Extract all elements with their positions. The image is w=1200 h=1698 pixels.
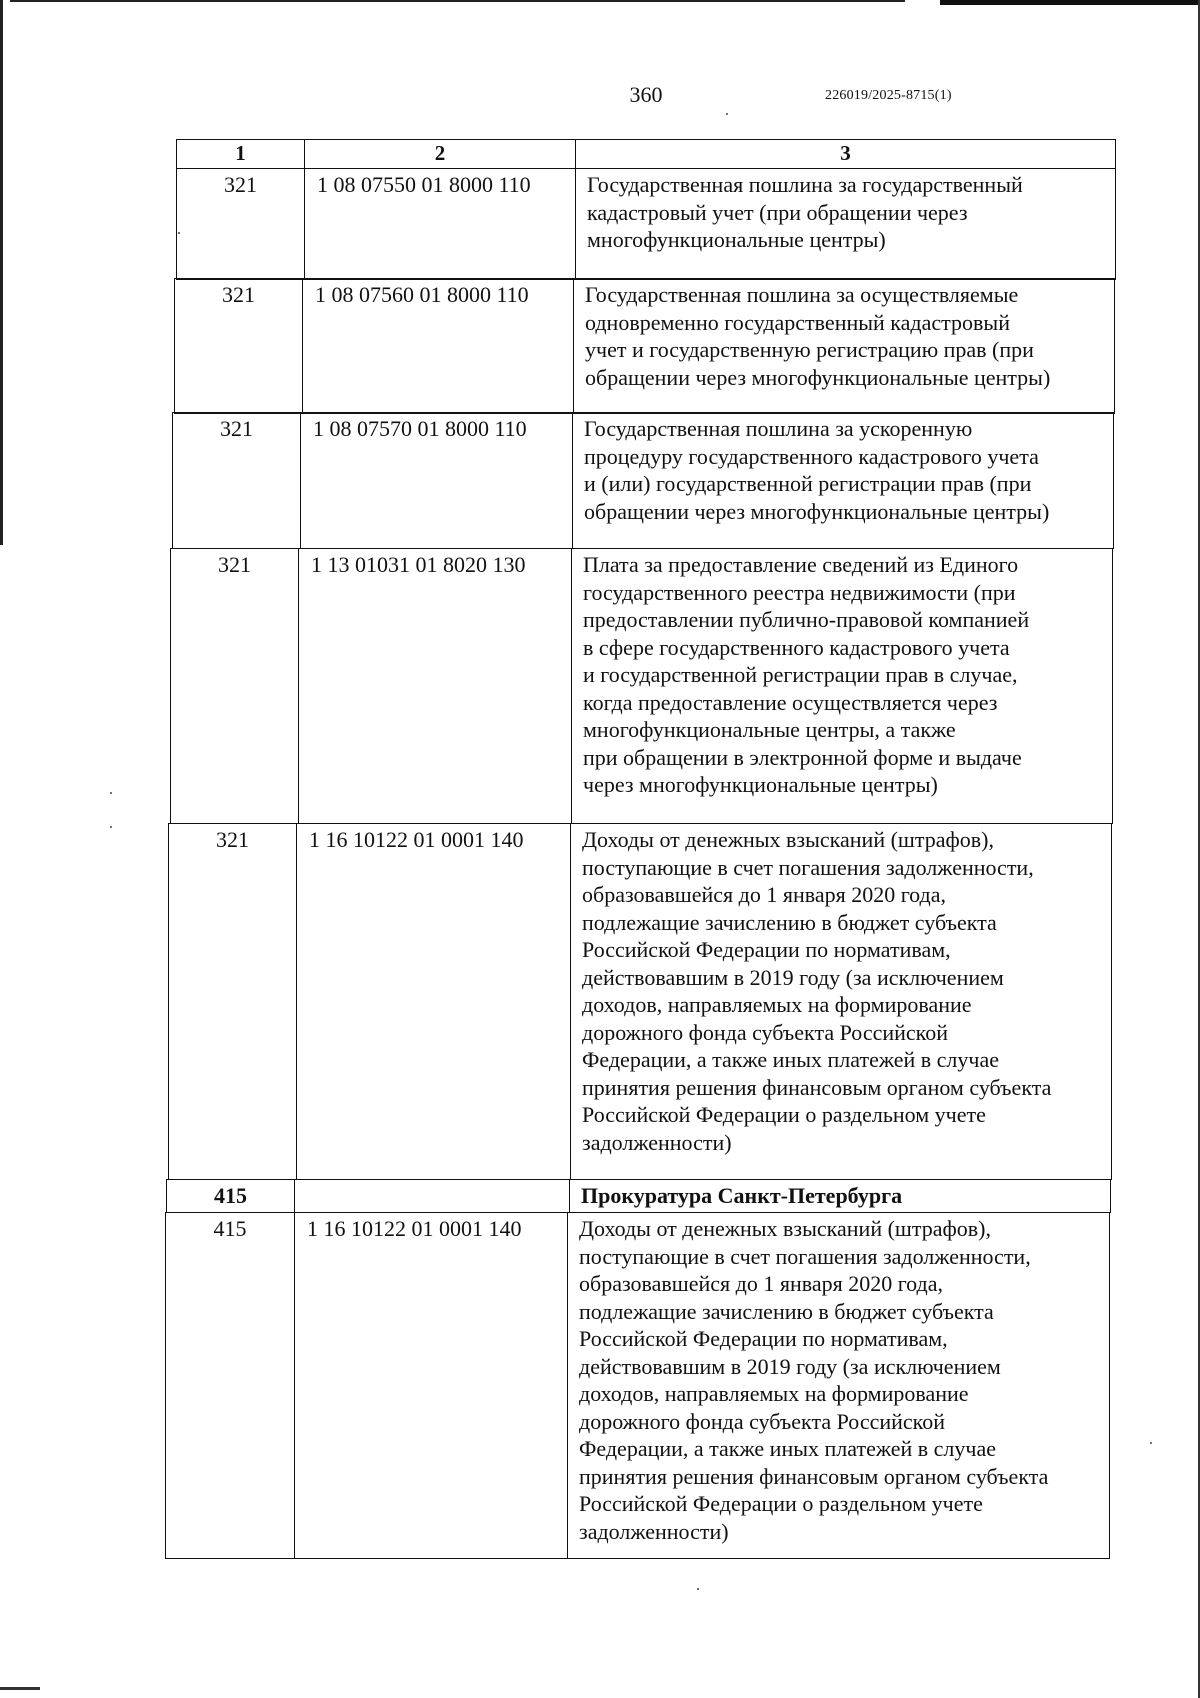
description-line: задолженности) — [579, 1518, 729, 1544]
row-code-2 — [294, 1180, 569, 1212]
row-description — [567, 1213, 1109, 1558]
table-row — [176, 168, 1116, 280]
row-code-2: 1 08 07560 01 8000 110 — [302, 279, 573, 413]
description-line: Доходы от денежных взысканий (штрафов), — [582, 827, 994, 852]
description-line: Российской Федерации о раздельном учете — [582, 1102, 986, 1127]
table-row — [165, 1212, 1110, 1559]
row-description — [572, 413, 1113, 548]
description-line: Федерации, а также иных платежей в случае — [582, 1047, 1000, 1072]
description-line: процедуру государственного кадастрового учета — [584, 443, 1039, 469]
description-line: действовавшим в 2019 году (за исключением — [579, 1353, 1001, 1379]
table-row — [172, 412, 1114, 549]
scan-border-left — [0, 0, 3, 545]
section-title — [569, 1180, 1110, 1212]
row-code-2: 1 16 10122 01 0001 140 — [294, 1213, 567, 1558]
description-line: и государственной регистрации прав в случае, — [583, 662, 1018, 687]
scan-speck — [110, 826, 112, 828]
description-line: Российской Федерации о раздельном учете — [579, 1491, 983, 1516]
description-line: подлежащие зачислению в бюджет субъекта — [582, 909, 997, 935]
section-title-text: Прокуратура Санкт-Петербурга — [581, 1183, 903, 1208]
row-code-1: 321 — [216, 827, 249, 852]
document-number: 226019/2025-8715(1) — [825, 88, 952, 103]
description-line: Государственная пошлина за осуществляемые — [585, 282, 1019, 307]
header-col-2: 2 — [304, 140, 575, 168]
row-code-1: 321 — [224, 172, 257, 197]
scan-speck — [697, 1588, 699, 1590]
description-line: Государственная пошлина за государственный — [587, 172, 1023, 197]
description-line: Федерации, а также иных платежей в случае — [579, 1436, 997, 1461]
description-line: дорожного фонда субъекта Российской — [582, 1019, 949, 1045]
page-number: 360 — [629, 82, 663, 107]
description-line: Российской Федерации по нормативам, — [579, 1326, 948, 1351]
description-line: Плата за предоставление сведений из Единого — [583, 552, 1019, 577]
table-header-row — [176, 139, 1116, 169]
description-line: образовавшейся до 1 января 2020 года, — [582, 882, 946, 907]
description-line: одновременно государственный кадастровый — [585, 309, 1010, 335]
description-line: когда предоставление осуществляется через — [583, 689, 998, 715]
description-line: через многофункциональные центры) — [583, 772, 938, 797]
row-code-1: 321 — [222, 282, 255, 307]
description-line: предоставлении публично-правовой компанией — [583, 607, 1030, 632]
table-row — [170, 548, 1113, 824]
description-line: дорожного фонда субъекта Российской — [579, 1408, 946, 1434]
table-row — [168, 823, 1112, 1180]
description-line: действовавшим в 2019 году (за исключением — [582, 964, 1004, 990]
description-line: обращении через многофункциональные центры) — [584, 498, 1050, 524]
scan-speck — [1150, 1442, 1152, 1444]
description-line: образовавшейся до 1 января 2020 года, — [579, 1271, 943, 1296]
description-line: поступающие в счет погашения задолженности, — [579, 1243, 1031, 1269]
scan-speck — [110, 792, 112, 794]
description-line: подлежащие зачислению в бюджет субъекта — [579, 1298, 994, 1324]
description-line: принятия решения финансовым органом субъекта — [579, 1463, 1049, 1489]
description-line: принятия решения финансовым органом субъекта — [582, 1074, 1052, 1100]
table-row — [174, 278, 1115, 414]
description-line: Государственная пошлина за ускоренную — [584, 416, 973, 441]
description-line: при обращении в электронной форме и выдаче — [583, 744, 1022, 770]
scan-speck — [726, 113, 728, 115]
description-line: многофункциональные центры) — [587, 227, 886, 252]
header-col-1: 1 — [235, 141, 246, 165]
description-line: Доходы от денежных взысканий (штрафов), — [579, 1216, 991, 1241]
description-line: обращении через многофункциональные центры) — [585, 364, 1051, 390]
row-description — [573, 279, 1114, 413]
row-description — [570, 824, 1111, 1179]
description-line: доходов, направляемых на формирование — [579, 1381, 969, 1406]
description-line: поступающие в счет погашения задолженности, — [582, 854, 1034, 880]
section-code: 415 — [214, 1183, 247, 1208]
description-line: многофункциональные центры, а также — [583, 717, 956, 742]
row-code-1: 321 — [220, 416, 253, 441]
scan-border-bottom — [0, 1687, 40, 1690]
table-row-section-header — [166, 1179, 1111, 1213]
row-description — [575, 169, 1115, 279]
row-code-2: 1 08 07550 01 8000 110 — [304, 169, 575, 279]
description-line: учет и государственную регистрацию прав (при — [585, 337, 1034, 362]
description-line: доходов, направляемых на формирование — [582, 992, 972, 1017]
row-code-2: 1 16 10122 01 0001 140 — [296, 824, 570, 1179]
description-line: и (или) государственной регистрации прав (при — [584, 471, 1032, 496]
row-code-1: 415 — [213, 1216, 247, 1241]
row-code-2: 1 08 07570 01 8000 110 — [300, 413, 572, 548]
scan-border-top — [10, 0, 905, 2]
description-line: задолженности) — [582, 1129, 732, 1155]
scan-border-top-right — [940, 0, 1200, 5]
description-line: государственного реестра недвижимости (при — [583, 579, 1016, 605]
row-code-2: 1 13 01031 01 8020 130 — [298, 549, 571, 823]
description-line: в сфере государственного кадастрового учета — [583, 634, 1010, 660]
description-line: кадастровый учет (при обращении через — [587, 199, 968, 225]
header-col-3: 3 — [575, 140, 1115, 168]
row-code-1: 321 — [218, 552, 251, 577]
description-line: Российской Федерации по нормативам, — [582, 937, 951, 962]
row-description — [571, 549, 1112, 823]
